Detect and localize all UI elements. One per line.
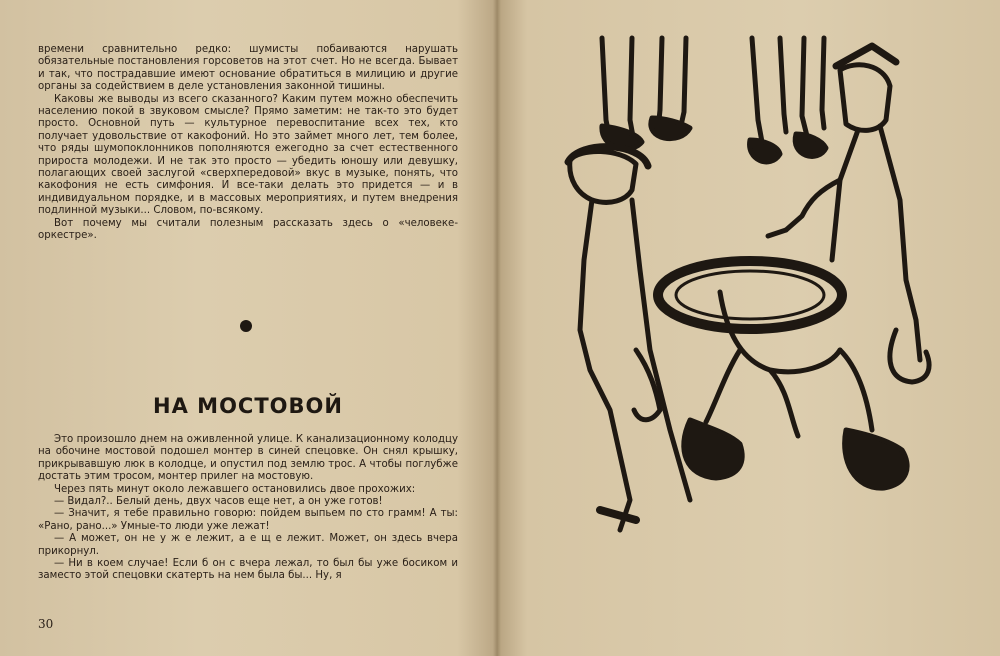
paragraph: Каковы же выводы из всего сказанного? Каким путем можно обеспечить населению покой в звуковом смысле? Прямо заметим: не так-то это будет просто. Основной путь — культурное перевоспитание всех тех, кто получает удовольствие от какофоний. Но это займет много лет, тем более, что ряды шумопоклонников пополняются ежегодно за счет естественного прироста молодежи. И не так это просто — убедить юношу или девушку, полагающих своей заслугой «сверхпередовой» вкус в музыке, понять, что какофония не есть симфония. И все-таки делать это придется — и в индивидуальном порядке, и в массовых мероприятиях, и путем внедрения подлинной музыки... Словом, по-всякому. bbox=[38, 93, 458, 217]
paragraph: Вот почему мы считали полезным рассказать здесь о «человеке-оркестре». bbox=[38, 217, 458, 242]
paragraph: Через пять минут около лежавшего остановились двое прохожих: bbox=[54, 483, 416, 495]
dialogue-line: — Ни в коем случае! Если б он с вчера лежал, то был бы уже босиком и заместо этой спецовки скатерть на нем была бы... Ну, я bbox=[38, 558, 458, 582]
top-text-block bbox=[38, 44, 458, 243]
book-gutter bbox=[493, 0, 501, 656]
paragraph: времени сравнительно редко: шумисты побаиваются нарушать обязательные постановления горсоветов на этот счет. Но не всегда. Бывает и так, что пострадавшие имеют основание обратиться в милицию и другие органы за содействием в деле установления законной тишины. bbox=[38, 44, 458, 93]
page-number: 30 bbox=[38, 617, 54, 631]
section-divider-dot bbox=[240, 320, 252, 332]
left-page bbox=[0, 0, 497, 656]
section-heading: НА МОСТОВОЙ bbox=[153, 394, 343, 418]
dialogue-line: — А может, он не у ж е лежит, а е щ е лежит. Может, он здесь вчера прикорнул. bbox=[38, 533, 458, 557]
bottom-text-block bbox=[38, 434, 458, 583]
dialogue-line: — Значит, я тебе правильно говорю: пойдем выпьем по сто грамм! А ты: «Рано, рано...» Умные-то люди уже лежат! bbox=[38, 508, 458, 532]
paragraph: Это произошло днем на оживленной улице. К канализационному колодцу на обочине мостовой подошел монтер в синей спецовке. Он снял крышку, прикрывавшую люк в колодце, и опустил под землю трос. А чтобы поглубже достать этим тросом, монтер прилег на мостовую. bbox=[38, 434, 458, 483]
dialogue-line: — Видал?.. Белый день, двух часов еще нет, а он уже готов! bbox=[54, 496, 383, 508]
cartoon-illustration bbox=[540, 30, 960, 540]
